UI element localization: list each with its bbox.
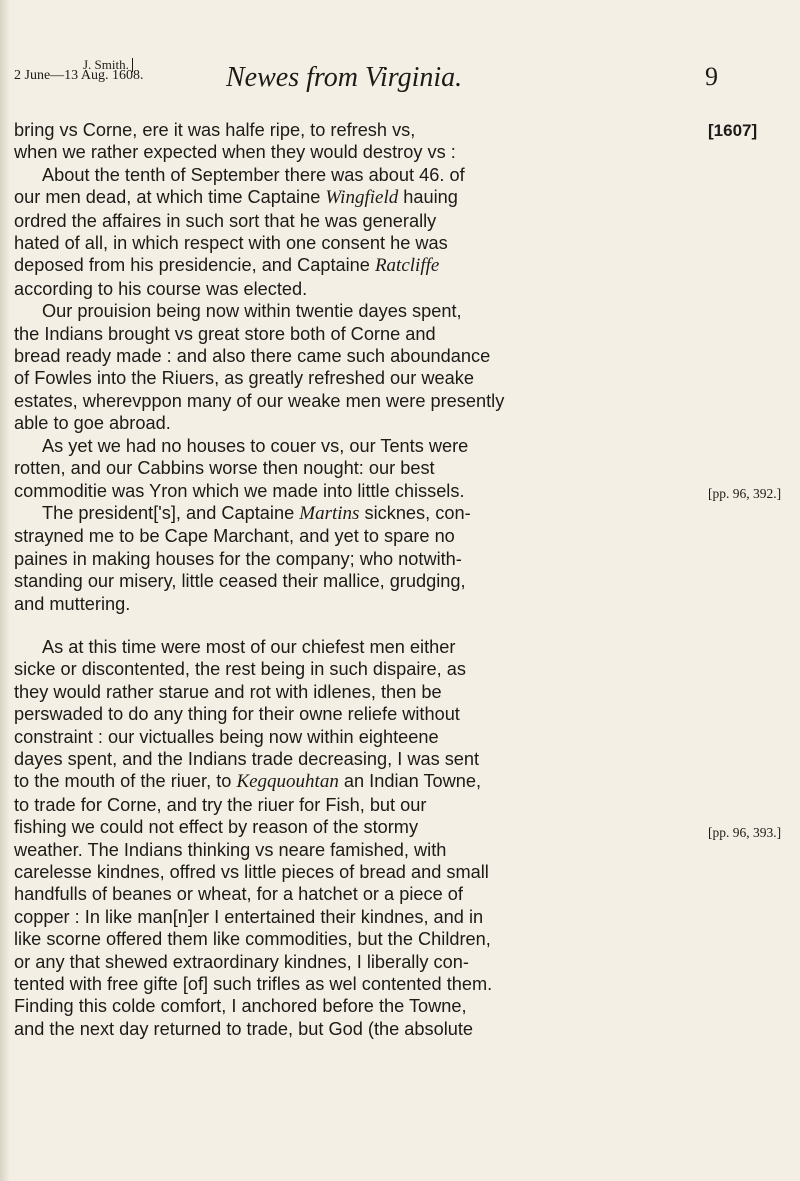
text-line: The president['s], and Captaine Martins sicknes, con- [42,502,471,524]
page-number: 9 [705,62,718,91]
paragraph [14,300,700,434]
text-line: to the mouth of the riuer, to Kegquouhtan an Indian Towne, [14,771,482,793]
text-line: according to his course was elected. [14,278,308,299]
text-line: fishing we could not effect by reason of the stormy [14,817,419,838]
text-line: to trade for Corne, and try the riuer for Fish, but our [14,794,427,815]
margin-reference-1: [pp. 96, 392.] [708,486,782,501]
text-line: constraint : our victualles being now within eighteene [14,726,439,747]
text-line: As yet we had no houses to couer vs, our Tents were [42,435,469,456]
body-text [14,119,700,1040]
text-line: estates, wherevppon many of our weake men were presently [14,390,505,411]
text-line: dayes spent, and the Indians trade decreasing, I was sent [14,748,480,769]
text-line: Finding this colde comfort, I anchored before the Towne, [14,996,467,1017]
margin-year: [1607] [708,121,758,140]
text-line: commoditie was Yron which we made into little chissels. [14,480,465,501]
paragraph [14,502,700,615]
text-line: or any that shewed extraordinary kindnes, I liberally con- [14,951,469,972]
text-line: perswaded to do any thing for their owne reliefe without [14,704,460,725]
text-line: of Fowles into the Riuers, as greatly refreshed our weake [14,368,474,389]
text-line: As at this time were most of our chiefest men either [42,636,456,657]
text-line: About the tenth of September there was about 46. of [42,164,465,185]
text-line: ordred the affaires in such sort that he was generally [14,210,437,231]
text-line: sicke or discontented, the rest being in such dispaire, as [14,659,466,680]
text-line: hated of all, in which respect with one consent he was [14,233,448,254]
text-line: rotten, and our Cabbins worse then nought: our best [14,458,435,479]
text-line: able to goe abroad. [14,413,171,434]
paragraph [14,435,700,502]
margin-reference-2: [pp. 96, 393.] [708,825,782,840]
header-author: J. Smith. [83,57,129,72]
header-date-range: 2 June—13 Aug. 1608. [14,68,144,83]
text-line: carelesse kindnes, offred vs little pieces of bread and small [14,862,489,882]
text-line: our men dead, at which time Captaine Wingfield hauing [14,187,458,209]
paragraph [14,636,700,1040]
text-line: handfulls of beanes or wheat, for a hatchet or a piece of [14,884,463,905]
text-line: standing our misery, little ceased their mallice, grudging, [14,571,466,592]
running-title: Newes from Virginia. [226,62,463,93]
text-line: weather. The Indians thinking vs neare famished, with [14,839,447,860]
text-line: the Indians brought vs great store both of Corne and [14,323,436,344]
text-line: when we rather expected when they would destroy vs : [14,142,456,163]
text-line: tented with free gifte [of] such trifles as wel contented them. [14,974,493,995]
text-line: and the next day returned to trade, but God (the absolute [14,1018,474,1039]
text-line: copper : In like man[n]er I entertained their kindnes, and in [14,906,484,927]
text-line: Our prouision being now within twentie dayes spent, [42,301,462,322]
page-gutter-shadow [0,0,10,1181]
text-line: like scorne offered them like commodities, but the Children, [14,929,491,950]
text-line: they would rather starue and rot with idlenes, then be [14,681,442,702]
text-line: bring vs Corne, ere it was halfe ripe, to refresh vs, [14,120,416,140]
text-line: paines in making houses for the company; who notwith- [14,548,462,569]
text-line: bread ready made : and also there came such aboundance [14,346,491,367]
text-line: strayned me to be Cape Marchant, and yet to spare no [14,526,455,547]
text-line: deposed from his presidencie, and Captaine Ratcliffe [14,255,440,277]
text-line: and muttering. [14,593,131,614]
paragraph [14,164,700,300]
paragraph [14,119,700,164]
header-author-bracket [83,58,133,72]
running-header [0,58,800,108]
